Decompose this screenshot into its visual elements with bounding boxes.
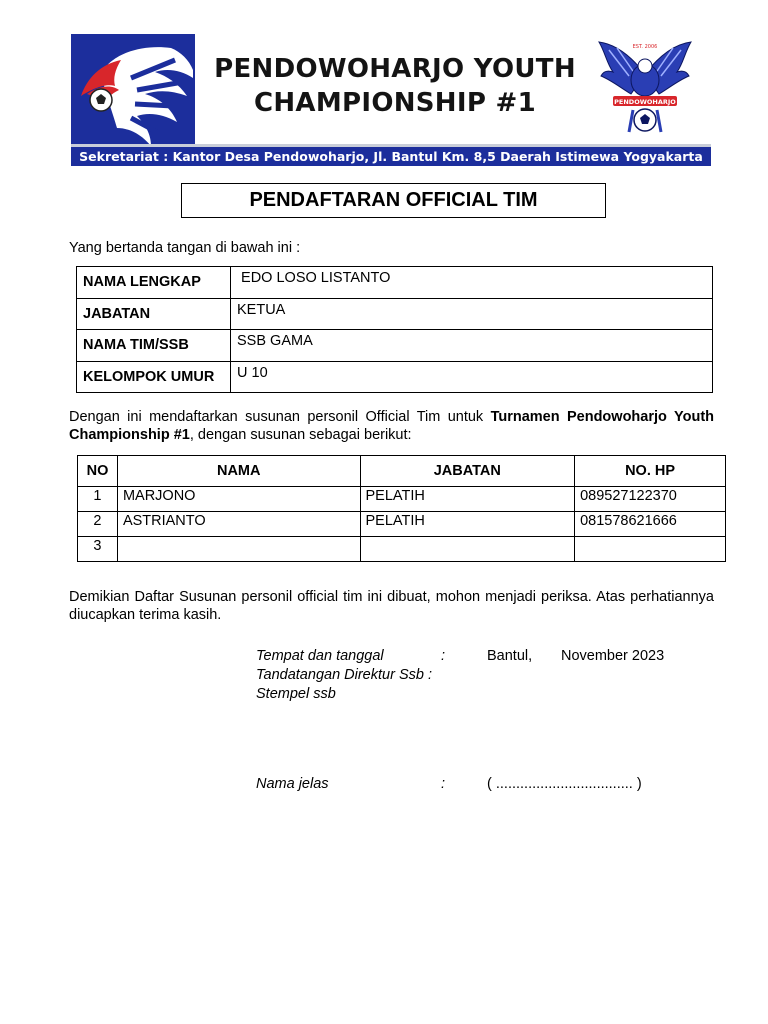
cell-nama: ASTRIANTO — [117, 512, 360, 537]
cell-jabatan — [360, 537, 575, 562]
eagle-emblem-icon — [595, 36, 695, 140]
cell-nama — [117, 537, 360, 562]
address-bar — [71, 144, 711, 166]
cell-jabatan: PELATIH — [360, 487, 575, 512]
cell-jabatan: PELATIH — [360, 512, 575, 537]
logo-name-text: PENDOWOHARJO — [614, 98, 676, 106]
cell-no-hp — [575, 537, 726, 562]
identity-value: U 10 — [231, 361, 713, 393]
identity-row — [77, 267, 713, 299]
form-title: PENDAFTARAN OFFICIAL TIM — [181, 183, 606, 218]
cell-no-hp: 089527122370 — [575, 487, 726, 512]
header-nama: NAMA — [117, 456, 360, 487]
eagle-club-logo-right — [595, 36, 695, 140]
identity-label: KELOMPOK UMUR — [77, 361, 231, 393]
intro-text: Yang bertanda tangan di bawah ini : — [69, 240, 301, 256]
tournament-name: Turnamen Pendowoharjo Youth Championship #1 — [69, 409, 715, 443]
identity-label: NAMA TIM/SSB — [77, 330, 231, 362]
stamp-row — [256, 685, 716, 703]
cell-no: 3 — [78, 537, 118, 562]
table-row — [78, 512, 726, 537]
declaration-text-after: , dengan susunan sebagai berikut: — [189, 427, 412, 443]
colon: : — [441, 776, 446, 792]
table-row — [78, 487, 726, 512]
full-name-label: Nama jelas — [256, 776, 329, 792]
declaration-text-before: Dengan ini mendaftarkan susunan personil Official Tim untuk — [69, 409, 491, 425]
officials-header-row — [78, 456, 726, 487]
identity-row — [77, 298, 713, 330]
eagle-head-icon — [71, 34, 195, 158]
closing-text: Demikian Daftar Susunan personil official tim ini dibuat, mohon menjadi periksa. Atas perhatiannya diucapkan terima kasih. — [69, 589, 714, 623]
declaration-text — [69, 408, 714, 444]
date-value: November 2023 — [561, 648, 665, 664]
cell-nama: MARJONO — [117, 487, 360, 512]
place-date-row — [256, 647, 716, 665]
identity-value: EDO LOSO LISTANTO — [231, 267, 713, 299]
header-no-hp: NO. HP — [575, 456, 726, 487]
identity-value: KETUA — [231, 298, 713, 330]
identity-label: JABATAN — [77, 298, 231, 330]
identity-label: NAMA LENGKAP — [77, 267, 231, 299]
secretariat-address: Sekretariat : Kantor Desa Pendowoharjo, Jl. Bantul Km. 8,5 Daerah Istimewa Yogyakarta — [79, 149, 703, 164]
full-name-row — [256, 775, 716, 793]
place-value: Bantul, — [487, 648, 533, 664]
cell-no: 1 — [78, 487, 118, 512]
championship-title — [195, 52, 595, 120]
title-line-1: PENDOWOHARJO YOUTH — [214, 54, 576, 84]
letterhead — [71, 34, 711, 166]
table-row — [78, 537, 726, 562]
cell-no: 2 — [78, 512, 118, 537]
header-jabatan: JABATAN — [360, 456, 575, 487]
identity-row — [77, 361, 713, 393]
full-name-value: ( .................................. ) — [487, 776, 642, 792]
logo-est-text: EST. 2006 — [632, 44, 658, 50]
cell-no-hp: 081578621666 — [575, 512, 726, 537]
director-signature-label: Tandatangan Direktur Ssb : — [256, 667, 432, 683]
eagle-football-logo-left — [71, 34, 195, 158]
identity-row — [77, 330, 713, 362]
director-signature-row — [256, 666, 716, 684]
identity-table — [76, 266, 713, 393]
stamp-label: Stempel ssb — [256, 686, 336, 702]
colon: : — [441, 648, 446, 664]
officials-table — [77, 455, 726, 562]
header-no: NO — [78, 456, 118, 487]
title-line-2: CHAMPIONSHIP #1 — [253, 88, 537, 118]
place-date-label: Tempat dan tanggal — [256, 648, 384, 664]
identity-value: SSB GAMA — [231, 330, 713, 362]
